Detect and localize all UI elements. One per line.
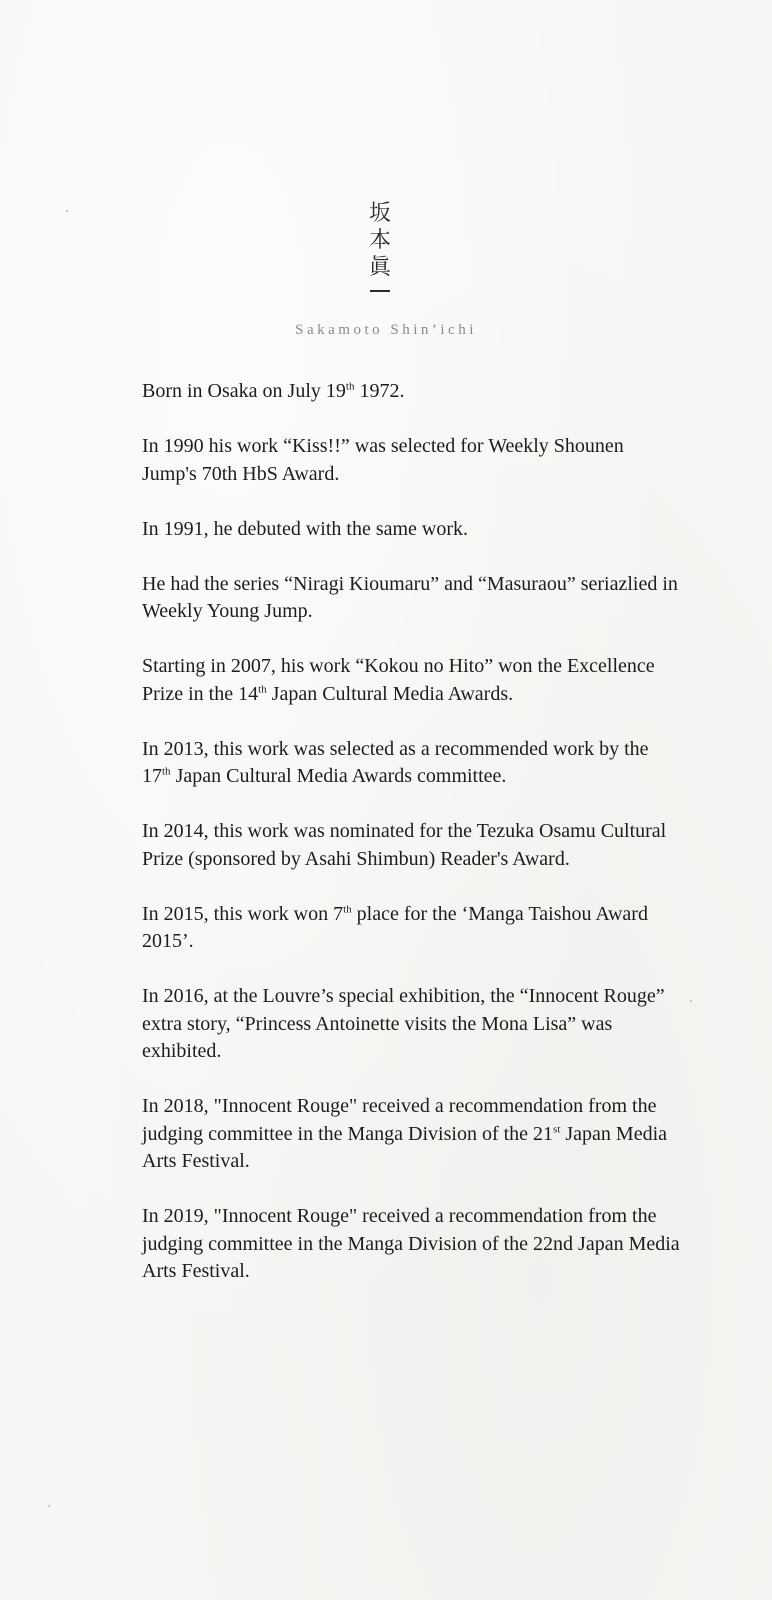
name-jp-char: 坂 [368,201,391,226]
bio-paragraph [142,653,682,708]
bio-paragraph [142,1093,682,1176]
paper-speck [690,1000,692,1002]
bio-text: In 2019, "Innocent Rouge" received a recommendation from the judging committee in the Manga Division of the 22nd Japan Media Arts Festival. [142,1205,680,1282]
paper-speck [66,210,68,212]
name-jp-char-ichi-stroke [370,290,390,292]
bio-text: Japan Media Arts Festival. [142,1122,668,1172]
bio-text: In 2018, "Innocent Rouge" received a recommendation from the judging committee in the Manga Division of the 21 [142,1095,657,1145]
bio-text: Japan Cultural Media Awards. [266,682,514,705]
bio-text: In 2016, at the Louvre’s special exhibition, the “Innocent Rouge” extra story, “Princess Antoinette visits the Mona Lisa” was exhibited. [142,985,665,1062]
bio-text: 1972. [354,380,405,402]
bio-paragraph [142,818,682,873]
bio-text: In 2014, this work was nominated for the Tezuka Osamu Cultural Prize (sponsored by Asahi Shimbun) Reader's Award. [142,820,667,870]
bio-paragraph [142,1203,682,1286]
bio-paragraph [142,983,682,1066]
bio-superscript: th [258,682,267,695]
bio-paragraph [142,516,682,544]
bio-text: place for the ‘Manga Taishou Award 2015’. [142,902,648,952]
name-jp-char: 眞 [368,255,391,280]
bio-text: Born in Osaka on July 19 [142,380,346,402]
bio-paragraph [142,736,682,791]
name-jp-char: 本 [368,228,391,253]
author-name-romanized: Sakamoto Shin’ichi [295,322,477,338]
bio-text: Starting in 2007, his work “Kokou no Hito” won the Excellence Prize in the 14 [142,655,655,705]
bio-paragraph [142,571,682,626]
bio-text: He had the series “Niragi Kioumaru” and “Masuraou” seriazlied in Weekly Young Jump. [142,572,678,622]
bio-superscript: th [343,902,352,915]
biography [142,378,682,1313]
bio-superscript: st [553,1122,561,1135]
bio-text: Japan Cultural Media Awards committee. [170,765,507,787]
paper-speck [48,1505,50,1507]
bio-superscript: th [345,380,355,393]
bio-paragraph [142,378,682,406]
bio-paragraph [142,433,682,488]
author-name-japanese [365,200,395,292]
bio-superscript: th [162,765,171,778]
bio-text: In 1991, he debuted with the same work. [142,517,469,540]
bio-paragraph [142,901,682,956]
bio-text: In 1990 his work “Kiss!!” was selected for Weekly Shounen Jump's 70th HbS Award. [142,435,624,485]
bio-text: In 2015, this work won 7 [142,902,344,925]
bio-text: In 2013, this work was selected as a recommended work by the 17 [142,737,649,787]
